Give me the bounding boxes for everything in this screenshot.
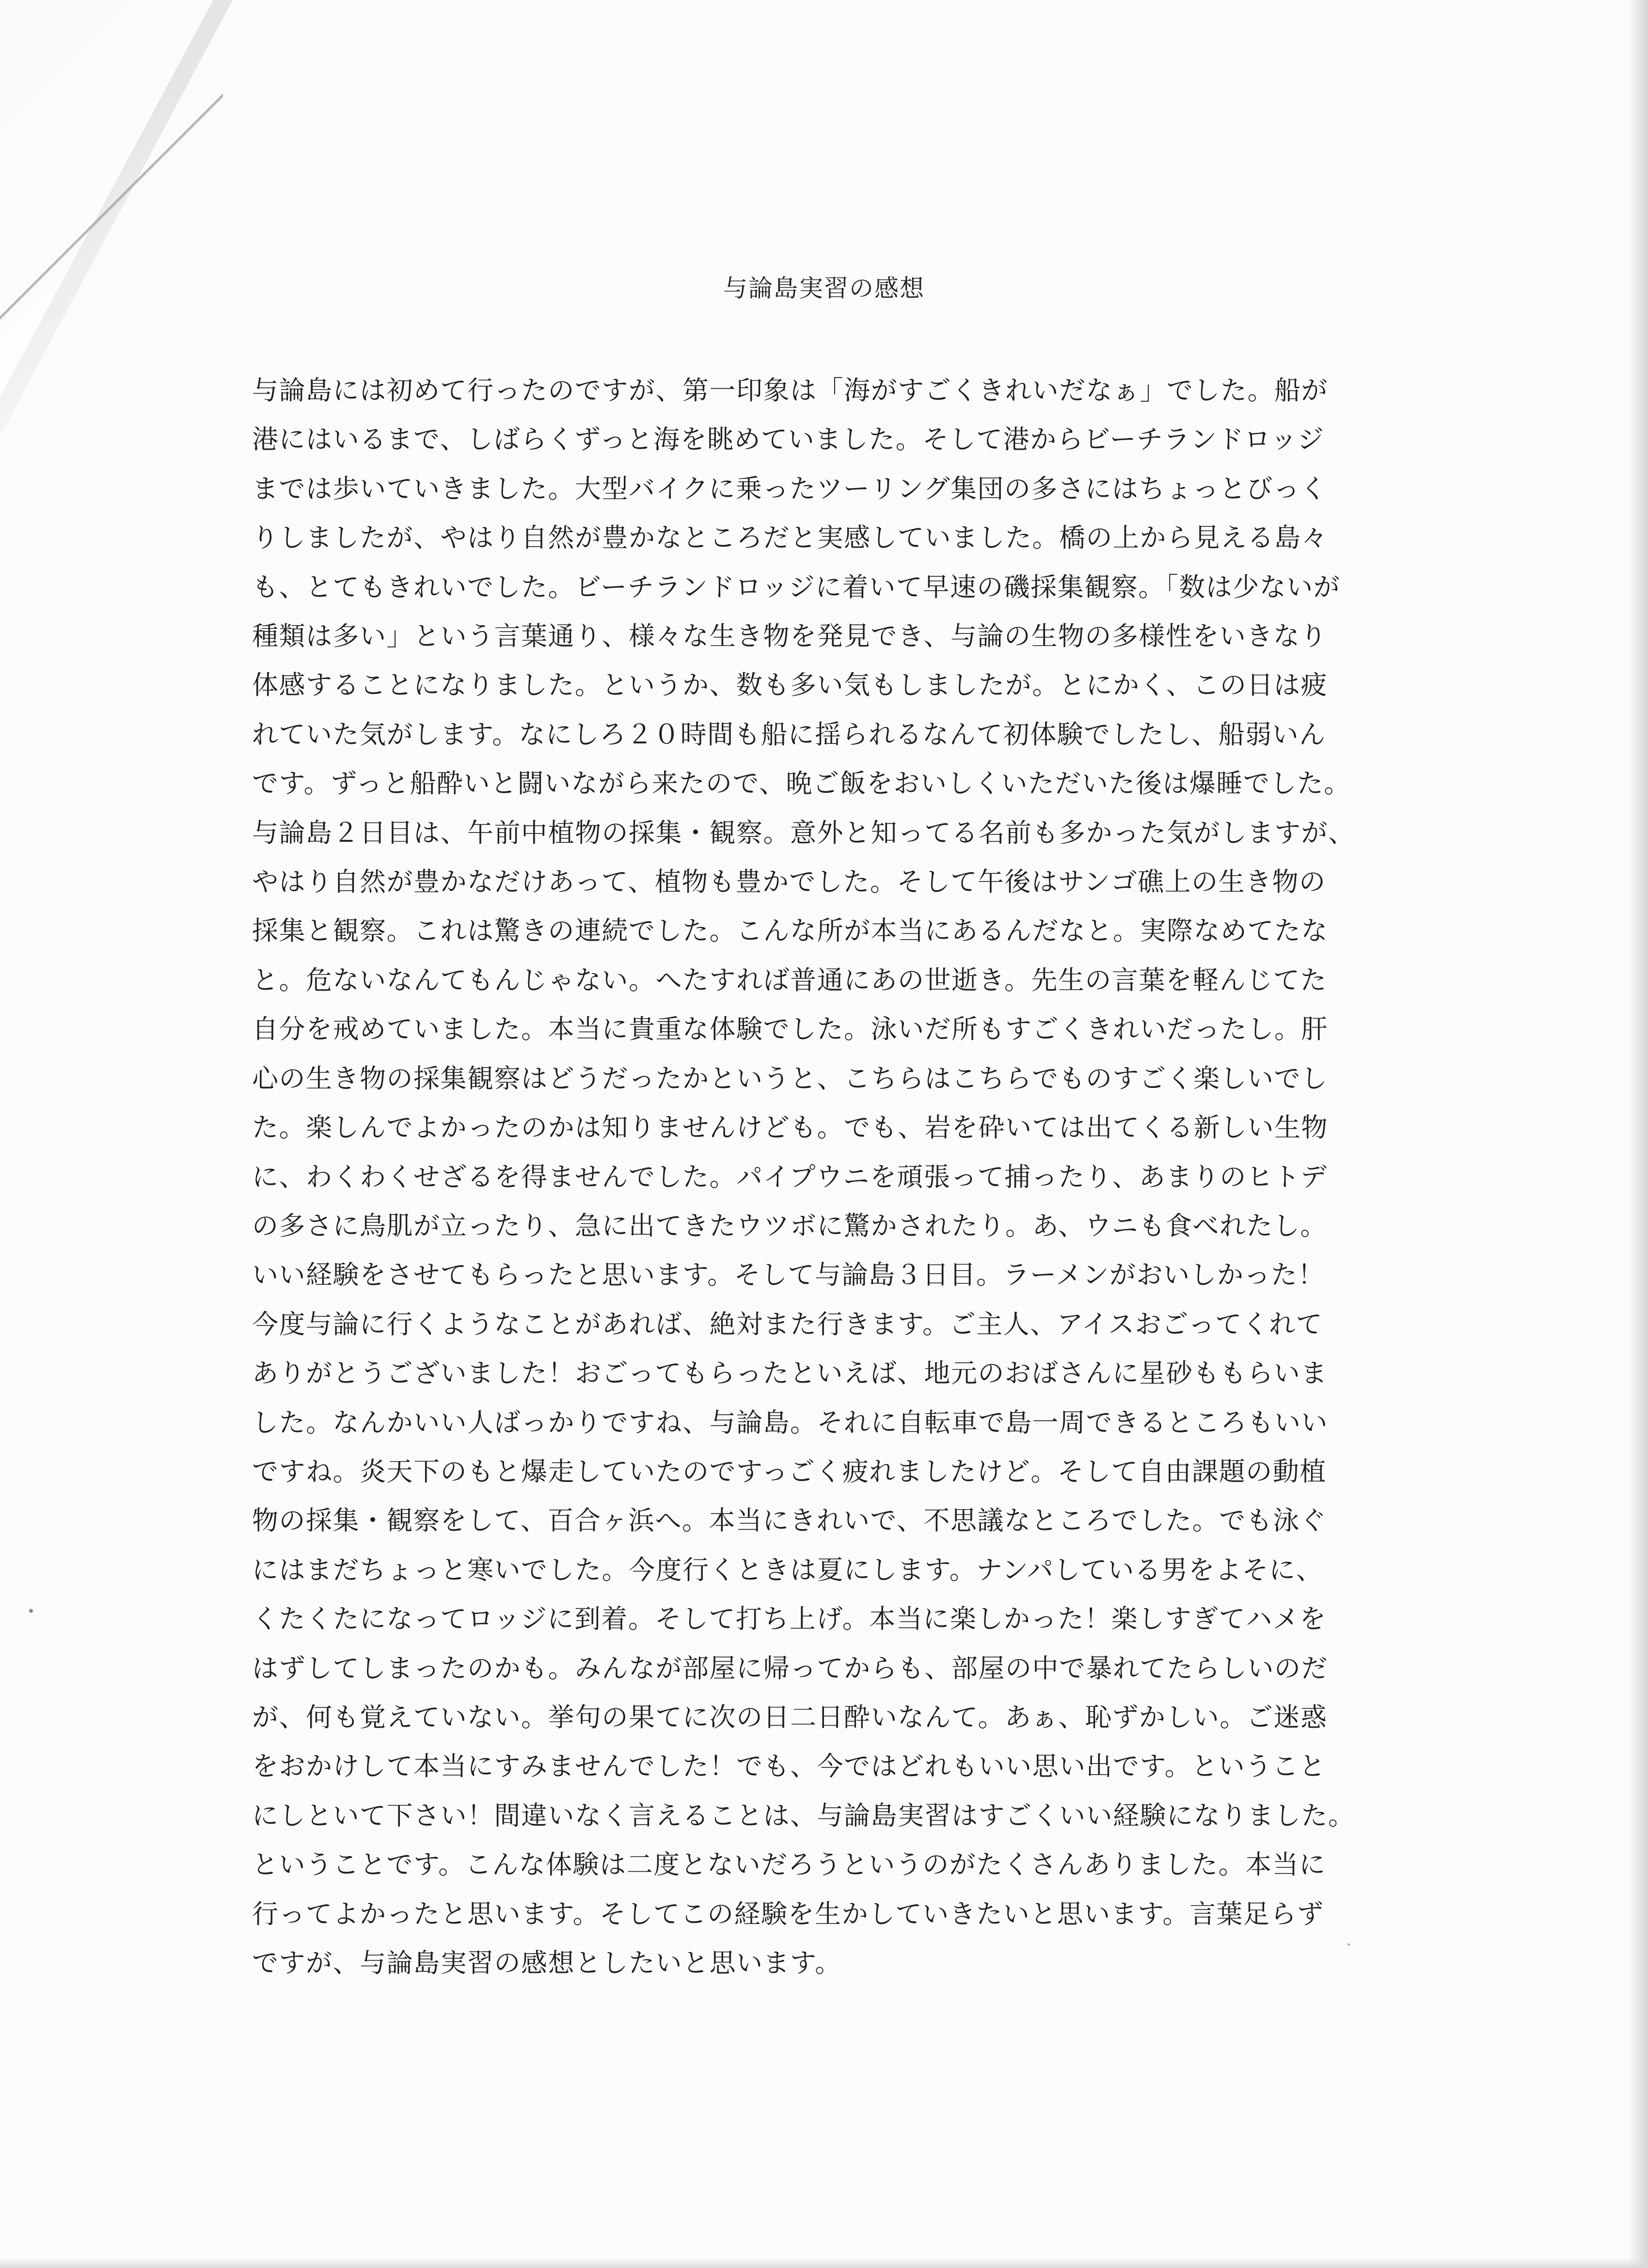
text-line: 物の採集・観察をして、百合ヶ浜へ。本当にきれいで、不思議なところでした。でも泳ぐ <box>252 1505 1327 1536</box>
text-line: くたくたになってロッジに到着。そして打ち上げ。本当に楽しかった！楽しすぎてハメを <box>252 1604 1327 1635</box>
text-line: 今度与論に行くようなことがあれば、絶対また行きます。ご主人、アイスおごってくれて <box>252 1308 1323 1339</box>
text-line: ですが、与論島実習の感想としたいと思います。 <box>252 1948 842 1978</box>
document-title: 与論島実習の感想 <box>723 274 925 302</box>
text-line: 体感することになりました。というか、数も多い気もしましたが。とにかく、この日は疲 <box>252 670 1328 701</box>
page-bottom-edge <box>0 2258 1648 2268</box>
text-line: 自分を戒めていました。本当に貴重な体験でした。泳いだ所もすごくきれいだったし。肝 <box>252 1014 1328 1045</box>
text-line: 港にはいるまで、しばらくずっと海を眺めていました。そして港からビーチランドロッジ <box>252 424 1325 455</box>
text-line: 行ってよかったと思います。そしてこの経験を生かしていきたいと思います。言葉足らず <box>252 1898 1324 1929</box>
text-line: までは歩いていきました。大型バイクに乗ったツーリング集団の多さにはちょっとびっく <box>252 473 1327 504</box>
text-line: れていた気がします。なにしろ２０時間も船に揺られるなんて初体験でしたし、船弱いん <box>252 719 1326 750</box>
text-line: の多さに鳥肌が立ったり、急に出てきたウツボに驚かされたり。あ、ウニも食べれたし。 <box>252 1210 1327 1241</box>
text-line: が、何も覚えていない。挙句の果てに次の日二日酔いなんて。あぁ、恥ずかしい。ご迷惑 <box>252 1701 1328 1732</box>
text-line: 心の生き物の採集観察はどうだったかというと、こちらはこちらでものすごく楽しいでし <box>252 1063 1328 1094</box>
essay-body <box>252 366 1435 1987</box>
scan-speck <box>1347 1943 1350 1946</box>
text-line: にはまだちょっと寒いでした。今度行くときは夏にします。ナンパしている男をよそに、 <box>252 1554 1323 1585</box>
text-line: ありがとうございました！おごってもらったといえば、地元のおばさんに星砂ももらいま <box>252 1358 1328 1389</box>
text-line: いい経験をさせてもらったと思います。そして与論島３日目。ラーメンがおいしかった！ <box>252 1260 1325 1291</box>
text-line: 採集と観察。これは驚きの連続でした。こんな所が本当にあるんだなと。実際なめてたな <box>252 915 1328 946</box>
text-line: はずしてしまったのかも。みんなが部屋に帰ってからも、部屋の中で暴れてたらしいのだ <box>252 1653 1328 1684</box>
page-right-edge <box>1629 0 1648 2268</box>
text-line: りしましたが、やはり自然が豊かなところだと実感していました。橋の上から見える島々 <box>252 522 1328 553</box>
text-line: た。楽しんでよかったのかは知りませんけども。でも、岩を砕いては出てくる新しい生物 <box>252 1112 1328 1143</box>
text-line: 与論島には初めて行ったのですが、第一印象は「海がすごくきれいだなぁ」でした。船が <box>252 375 1328 406</box>
scan-speck <box>29 1609 33 1613</box>
text-line: 種類は多い」という言葉通り、様々な生き物を発見でき、与論の生物の多様性をいきなり <box>252 621 1327 652</box>
text-line: に、わくわくせざるを得ませんでした。パイプウニを頑張って捕ったり、あまりのヒトデ <box>252 1161 1328 1192</box>
text-line: をおかけして本当にすみませんでした！でも、今ではどれもいい思い出です。ということ <box>252 1751 1326 1782</box>
text-line: にしといて下さい！間違いなく言えることは、与論島実習はすごくいい経験になりました。 <box>252 1800 1355 1831</box>
text-line: ということです。こんな体験は二度とないだろうというのがたくさんありました。本当に <box>252 1849 1326 1880</box>
text-line: と。危ないなんてもんじゃない。へたすれば普通にあの世逝き。先生の言葉を軽んじてた <box>252 964 1327 995</box>
text-line: 与論島２日目は、午前中植物の採集・観察。意外と知ってる名前も多かった気がしますが、 <box>252 817 1355 848</box>
text-line: ですね。炎天下のもと爆走していたのですっごく疲れましたけど。そして自由課題の動植 <box>252 1456 1327 1487</box>
text-line: です。ずっと船酔いと闘いながら来たので、晩ご飯をおいしくいただいた後は爆睡でした。 <box>252 768 1351 799</box>
text-line: も、とてもきれいでした。ビーチランドロッジに着いて早速の磯採集観察。「数は少ないが <box>252 571 1341 602</box>
text-line: やはり自然が豊かなだけあって、植物も豊かでした。そして午後はサンゴ礁上の生き物の <box>252 866 1326 898</box>
text-line: した。なんかいい人ばっかりですね、与論島。それに自転車で島一周できるところもいい <box>252 1407 1328 1438</box>
folded-corner-edge <box>0 0 223 417</box>
